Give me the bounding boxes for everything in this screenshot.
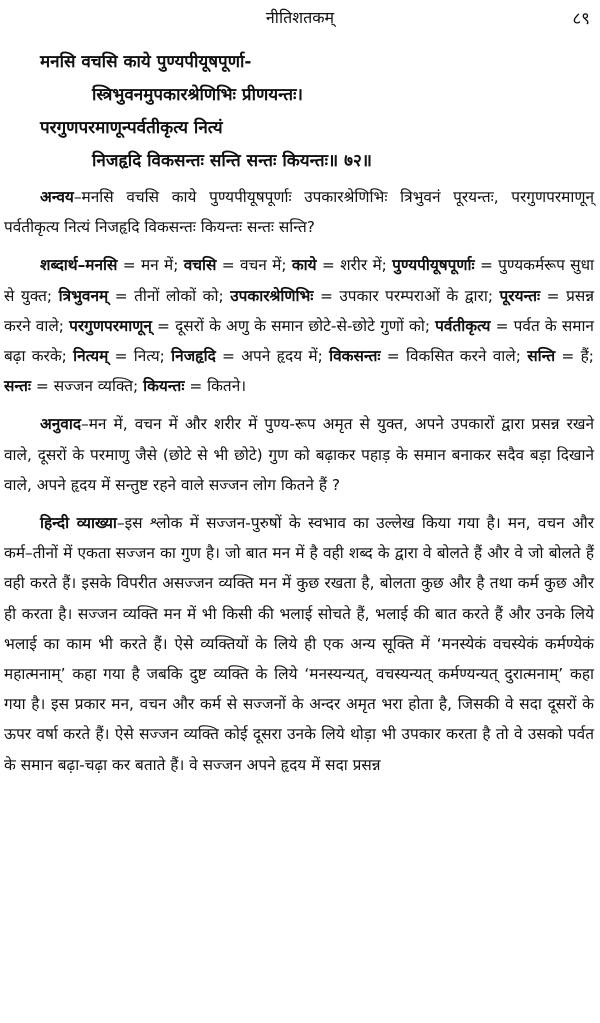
gloss-term: विकसन्तः xyxy=(329,347,381,366)
gloss-list: मनसि = मन में; वचसि = वचन में; काये = शरीर में; पुण्यपीयूषपूर्णाः = पुण्यकर्मरूप सुधा से युक्त; त्रिभुवनम् = तीनों लोकों को; उपकारश्रेणिभिः = उपकार परम्पराओं के द्वारा; पूरयन्तः = प्रसन्न करने वाले; परगुणपरमाणून् = दूसरों के अणु के समान छोटे-से-छोटे गुणों को; पर्वतीकृत्य = पर्वत के समान बढ़ा करके; नित्यम् = नित्य; निजहृदि = अपने हृदय में; विकसन्तः = विकसित करने वाले; सन्ति = हैं; सन्तः = सज्जन व्यक्ति; कियन्तः = कितने। xyxy=(4,256,595,396)
gloss-meaning: वचन में; xyxy=(239,256,287,275)
verse-line-2: स्त्रिभुवनमुपकारश्रेणिभिः प्रीणयन्तः। xyxy=(92,85,303,105)
gloss-term: नित्यम् xyxy=(73,347,109,366)
gloss-meaning: पुण्यकर्मरूप सुधा से युक्त; xyxy=(4,256,595,305)
gloss-term: पुण्यपीयूषपूर्णाः xyxy=(392,256,475,275)
shabdarth-dash: – xyxy=(77,256,86,275)
gloss-term: पर्वतीकृत्य xyxy=(435,316,491,335)
anuvad-paragraph xyxy=(0,409,600,500)
gloss-term: वचसि xyxy=(183,256,217,275)
gloss-term: निजहृदि xyxy=(171,347,216,366)
gloss-meaning: दूसरों के अणु के समान छोटे-से-छोटे गुणों को; xyxy=(175,316,430,335)
gloss-meaning: सज्जन व्यक्ति; xyxy=(53,377,139,396)
anuvad-label: अनुवाद xyxy=(40,415,82,434)
anvaya-text: –मनसि वचसि काये पुण्यपीयूषपूर्णाः उपकारश्रेणिभिः त्रिभुवनं पूरयन्तः, परगुणपरमाणून् पर्वतीकृत्य नित्यं निजहृदि विकसन्तः कियन्तः सन्तः सन्ति? xyxy=(4,188,594,237)
sanskrit-verse xyxy=(40,46,590,178)
gloss-meaning: शरीर में; xyxy=(340,256,387,275)
gloss-meaning: तीनों लोकों को; xyxy=(134,286,224,305)
gloss-meaning: पर्वत के समान बढ़ा करके; xyxy=(4,316,594,366)
anuvad-text: –मन में, वचन में और शरीर में पुण्य-रूप अमृत से युक्त, अपने उपकारों द्वारा प्रसन्न रखने वाले, दूसरों के परमाणु जैसे (छोटे से भी छोटे) गुण को बढ़ाकर पहाड़ के समान बनाकर सदैव बड़ा दिखाने वाले, अपने हृदय में सन्तुष्ट रहने वाले सज्जन लोग कितने हैं ? xyxy=(4,415,594,494)
shabdarth-paragraph xyxy=(0,250,600,401)
page-number: ८९ xyxy=(572,9,590,29)
gloss-meaning: नित्य; xyxy=(133,347,165,366)
gloss-meaning: हैं; xyxy=(580,347,594,366)
gloss-meaning: कितने। xyxy=(207,377,247,396)
gloss-term: त्रिभुवनम् xyxy=(58,286,109,305)
verse-line-4: निजहृदि विकसन्तः सन्ति सन्तः कियन्तः॥ ७२॥ xyxy=(92,151,372,171)
gloss-term: परगुणपरमाणून् xyxy=(69,316,152,335)
page-header xyxy=(0,6,600,32)
vyakhya-text: –इस श्लोक में सज्जन-पुरुषों के स्वभाव का उल्लेख किया गया है। मन, वचन और कर्म–तीनों में एकता सज्जन का गुण है। जो बात मन में है वही शब्द के द्वारा वे बोलते हैं और वे जो बोलते हैं वही करते हैं। इसके विपरीत असज्जन व्यक्ति मन में कुछ रखता है, बोलता कुछ और है तथा कर्म कुछ और ही करता है। सज्जन व्यक्ति मन में भी किसी की भलाई सोचते हैं, भलाई की बात करते हैं और उनके लिये भलाई का काम भी करते हैं। ऐसे व्यक्तियों के लिये ही एक अन्य सूक्ति में ‘मनस्येकं वचस्येकं कर्मण्येकं महात्मनाम्’ कहा गया है जबकि दुष्ट व्यक्ति के लिये ‘मनस्यन्यत्, वचस्यन्यत् कर्मण्यन्यत् दुरात्मनाम्’ कहा गया है। इस प्रकार मन, वचन और कर्म से सज्जनों के अन्दर अमृत भरा होता है, जिसकी वे सदा दूसरों के ऊपर वर्षा करते हैं। ऐसे सज्जन व्यक्ति कोई दूसरा उनके लिये थोड़ा भी उपकार करता है तो वे उसको पर्वत के समान बढ़ा-चढ़ा कर बताते हैं। वे सज्जन अपने हृदय में सदा प्रसन्न xyxy=(4,514,594,774)
gloss-term: काये xyxy=(291,256,317,275)
gloss-meaning: विकसित करने वाले; xyxy=(405,347,521,366)
commentary-body xyxy=(0,182,600,788)
vyakhya-label: हिन्दी व्याख्या xyxy=(40,514,117,533)
anvaya-label: अन्वय xyxy=(40,188,74,206)
gloss-term: मनसि xyxy=(85,256,118,275)
verse-line-1: मनसि वचसि काये पुण्यपीयूषपूर्णा- xyxy=(40,52,252,72)
gloss-meaning: उपकार परम्पराओं के द्वारा; xyxy=(339,286,494,305)
running-title: नीतिशतकम् xyxy=(265,8,335,27)
gloss-term: सन्ति xyxy=(527,347,556,366)
gloss-term: सन्तः xyxy=(4,377,32,396)
gloss-term: कियन्तः xyxy=(143,377,185,396)
gloss-meaning: अपने हृदय में; xyxy=(241,347,323,366)
anvaya-paragraph xyxy=(0,182,600,242)
gloss-meaning: मन में; xyxy=(140,256,179,275)
shabdarth-label: शब्दार्थ xyxy=(40,256,78,275)
gloss-term: पूरयन्तः xyxy=(499,286,541,305)
vyakhya-paragraph xyxy=(0,508,600,780)
verse-line-3: परगुणपरमाणून्पर्वतीकृत्य नित्यं xyxy=(40,118,223,138)
gloss-term: उपकारश्रेणिभिः xyxy=(230,286,314,305)
gloss-meaning: प्रसन्न करने वाले; xyxy=(4,286,595,335)
